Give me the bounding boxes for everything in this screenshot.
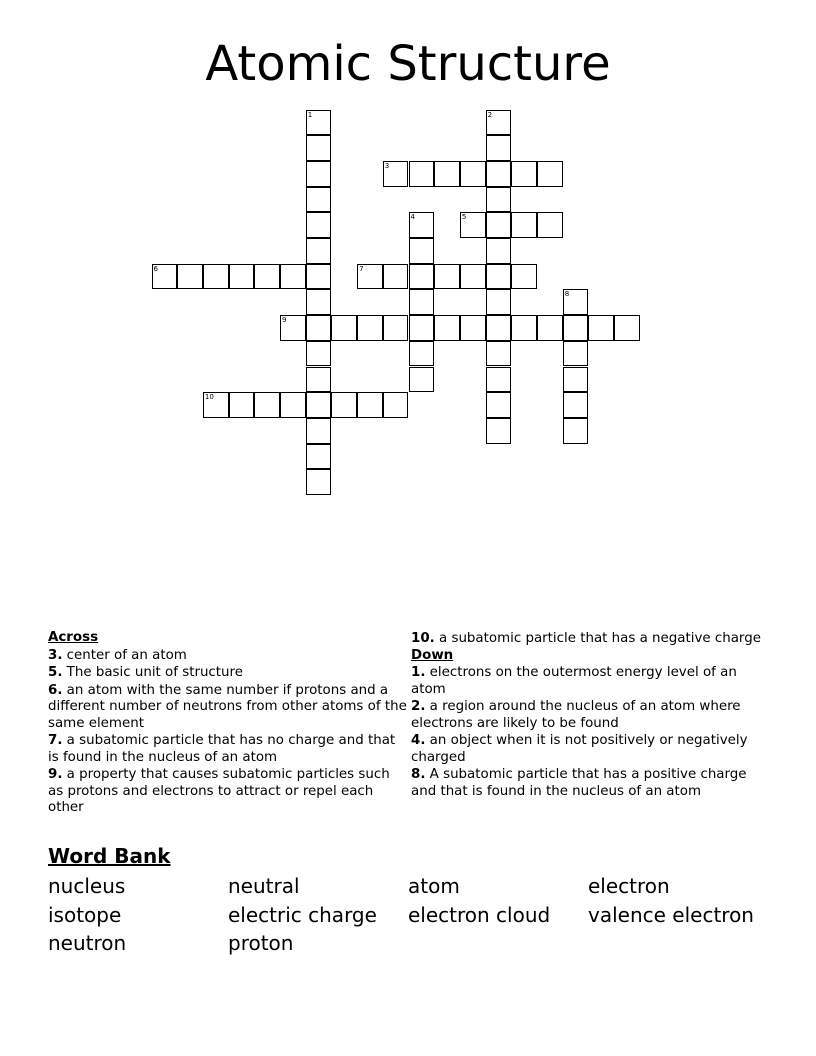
crossword-cell[interactable] (306, 289, 332, 315)
crossword-cell[interactable] (434, 315, 460, 341)
cell-number: 3 (384, 161, 390, 170)
word-bank-item: neutral (228, 874, 300, 898)
crossword-cell[interactable] (306, 418, 332, 444)
cell-number: 7 (359, 264, 364, 273)
clue-across-10 (411, 631, 771, 648)
clue-text: an atom with the same number if protons and a different number of neutrons from other atoms of the same element (48, 682, 407, 731)
word-bank-item: electric charge (228, 903, 377, 927)
crossword-cell[interactable] (306, 444, 332, 470)
clue-across-5 (48, 665, 408, 682)
crossword-cell[interactable] (486, 110, 512, 136)
crossword-cell[interactable] (409, 367, 435, 393)
clue-text: The basic unit of structure (66, 665, 243, 680)
clue-text: a subatomic particle that has no charge and that is found in the nucleus of an atom (48, 733, 396, 765)
clue-across-3 (48, 648, 408, 665)
crossword-cell[interactable] (306, 341, 332, 367)
crossword-cell[interactable] (434, 161, 460, 187)
word-bank-item: nucleus (48, 874, 126, 898)
clue-number: 8. (411, 767, 426, 782)
clue-text: a subatomic particle that has a negative charge (439, 631, 761, 646)
crossword-cell[interactable] (486, 187, 512, 213)
crossword-cell[interactable] (486, 392, 512, 418)
clue-text: electrons on the outermost energy level of an atom (411, 665, 737, 697)
crossword-cell[interactable] (306, 212, 332, 238)
crossword-cell[interactable] (357, 315, 383, 341)
crossword-cell[interactable] (409, 212, 435, 238)
crossword-cell[interactable] (563, 418, 589, 444)
cell-number: 9 (282, 316, 287, 325)
crossword-cell[interactable] (280, 264, 306, 290)
word-bank-item: valence electron (588, 903, 754, 927)
crossword-cell[interactable] (383, 264, 409, 290)
crossword-cell[interactable] (563, 392, 589, 418)
crossword-cell[interactable] (486, 264, 512, 290)
crossword-cell[interactable] (486, 135, 512, 161)
crossword-cell[interactable] (409, 315, 435, 341)
cell-number: 10 (204, 393, 214, 402)
crossword-cell[interactable] (203, 264, 229, 290)
clue-across-7 (48, 733, 408, 766)
word-bank-item: electron cloud (408, 903, 551, 927)
clue-across-9 (48, 767, 408, 817)
clue-text: a region around the nucleus of an atom where electrons are likely to be found (411, 699, 741, 731)
crossword-cell[interactable] (409, 238, 435, 264)
clue-number: 10. (411, 631, 435, 646)
crossword-cell[interactable] (486, 341, 512, 367)
word-bank-item: isotope (48, 903, 122, 927)
word-bank-item: proton (228, 931, 294, 955)
word-bank-title: Word Bank (48, 844, 171, 868)
crossword-cell[interactable] (306, 161, 332, 187)
clue-down-1 (411, 665, 771, 698)
crossword-cell[interactable] (383, 392, 409, 418)
crossword-cell[interactable] (306, 315, 332, 341)
crossword-cell[interactable] (203, 392, 229, 418)
clue-down-2 (411, 699, 771, 732)
word-bank-item: atom (408, 874, 460, 898)
crossword-cell[interactable] (460, 212, 486, 238)
crossword-cell[interactable] (486, 418, 512, 444)
crossword-cell[interactable] (409, 264, 435, 290)
crossword-cell[interactable] (229, 392, 255, 418)
clue-number: 2. (411, 699, 426, 714)
crossword-cell[interactable] (331, 315, 357, 341)
crossword-cell[interactable] (486, 238, 512, 264)
clue-number: 6. (48, 682, 63, 698)
clue-down-8 (411, 767, 771, 800)
crossword-cell[interactable] (383, 315, 409, 341)
crossword-cell[interactable] (563, 289, 589, 315)
crossword-cell[interactable] (588, 315, 614, 341)
crossword-cell[interactable] (460, 315, 486, 341)
crossword-cell[interactable] (563, 367, 589, 393)
crossword-cell[interactable] (460, 264, 486, 290)
clue-number: 4. (411, 733, 426, 748)
clue-number: 9. (48, 767, 63, 782)
across-heading: Across (48, 630, 99, 645)
crossword-cell[interactable] (306, 135, 332, 161)
clue-text: an object when it is not positively or negatively charged (411, 733, 748, 765)
crossword-cell[interactable] (511, 315, 537, 341)
down-clues (411, 630, 771, 800)
clue-text: center of an atom (66, 647, 187, 663)
across-clues (48, 630, 408, 817)
crossword-cell[interactable] (306, 264, 332, 290)
crossword-cell[interactable] (409, 289, 435, 315)
clue-across-6 (48, 683, 408, 733)
clue-text: A subatomic particle that has a positive charge and that is found in the nucleus of an atom (411, 767, 747, 799)
crossword-cell[interactable] (614, 315, 640, 341)
clue-down-4 (411, 733, 771, 766)
crossword-cell[interactable] (152, 264, 178, 290)
crossword-cell[interactable] (486, 161, 512, 187)
clue-number: 3. (48, 647, 63, 663)
crossword-cell[interactable] (306, 367, 332, 393)
crossword-cell[interactable] (357, 264, 383, 290)
crossword-cell[interactable] (537, 161, 563, 187)
crossword-cell[interactable] (331, 392, 357, 418)
crossword-cell[interactable] (563, 341, 589, 367)
crossword-cell[interactable] (306, 392, 332, 418)
crossword-cell[interactable] (177, 264, 203, 290)
crossword-cell[interactable] (254, 264, 280, 290)
crossword-cell[interactable] (563, 315, 589, 341)
page-title: Atomic Structure (205, 36, 611, 92)
crossword-cell[interactable] (511, 264, 537, 290)
word-bank-item: electron (588, 874, 670, 898)
crossword-cell[interactable] (306, 238, 332, 264)
cell-number: 1 (307, 110, 313, 119)
cell-number: 2 (487, 110, 493, 119)
crossword-cell[interactable] (254, 392, 280, 418)
clue-number: 5. (48, 665, 63, 680)
clue-text: a property that causes subatomic particles such as protons and electrons to attract or repel each other (48, 767, 390, 815)
crossword-cell[interactable] (383, 161, 409, 187)
crossword-cell[interactable] (537, 315, 563, 341)
crossword-cell[interactable] (409, 341, 435, 367)
crossword-cell[interactable] (229, 264, 255, 290)
clue-number: 1. (411, 665, 426, 680)
crossword-grid (0, 0, 816, 520)
crossword-cell[interactable] (306, 469, 332, 495)
crossword-cell[interactable] (511, 161, 537, 187)
crossword-cell[interactable] (357, 392, 383, 418)
cell-number: 4 (410, 213, 415, 222)
crossword-cell[interactable] (280, 315, 306, 341)
crossword-cell[interactable] (486, 367, 512, 393)
crossword-cell[interactable] (306, 187, 332, 213)
crossword-cell[interactable] (511, 212, 537, 238)
crossword-cell[interactable] (280, 392, 306, 418)
cell-number: 5 (461, 213, 467, 222)
crossword-cell[interactable] (306, 110, 332, 136)
crossword-cell[interactable] (486, 289, 512, 315)
clue-number: 7. (48, 733, 63, 748)
down-heading: Down (411, 647, 454, 663)
crossword-cell[interactable] (486, 212, 512, 238)
crossword-cell[interactable] (409, 161, 435, 187)
crossword-cell[interactable] (537, 212, 563, 238)
crossword-cell[interactable] (434, 264, 460, 290)
word-bank-item: neutron (48, 931, 127, 955)
cell-number: 6 (153, 264, 158, 273)
crossword-cell[interactable] (460, 161, 486, 187)
cell-number: 8 (564, 290, 570, 299)
crossword-cell[interactable] (486, 315, 512, 341)
